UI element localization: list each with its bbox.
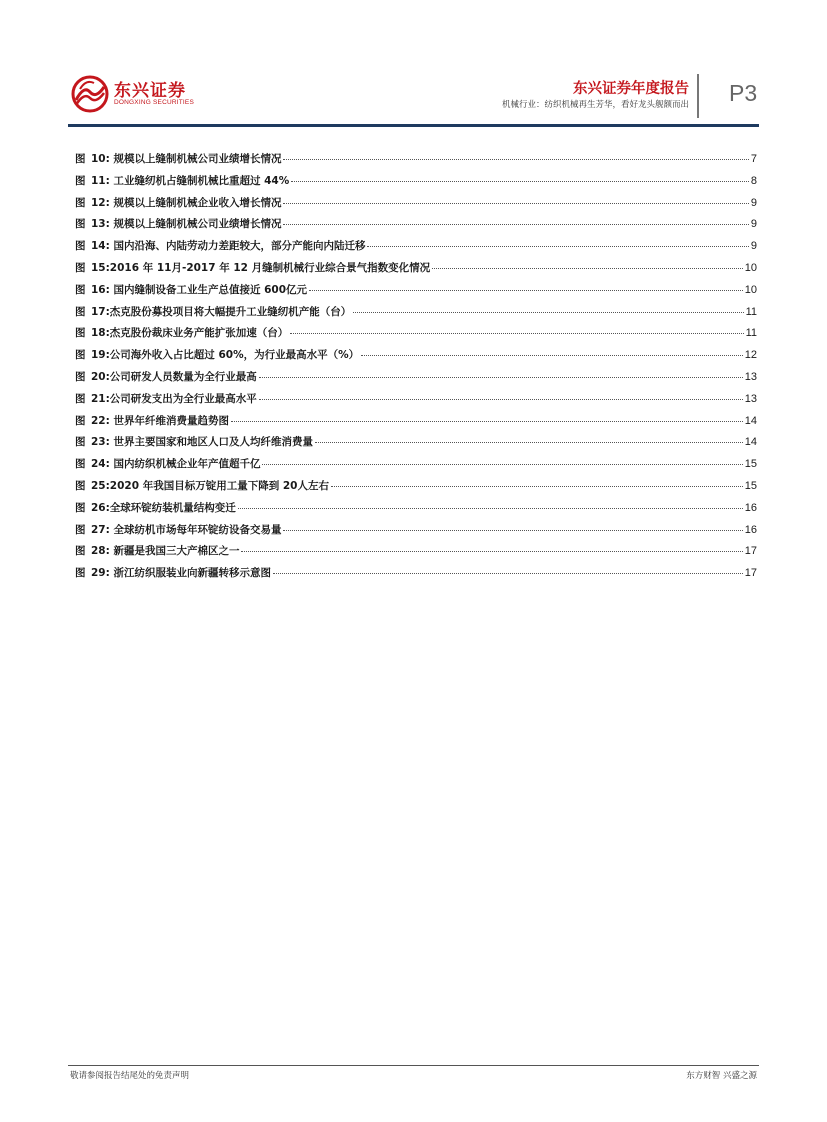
toc-entry[interactable]: [75, 260, 757, 282]
toc-page-number: 17: [744, 567, 757, 580]
toc-dot-leader: [283, 203, 748, 204]
toc-entry[interactable]: [75, 413, 757, 435]
toc-entry-title: 24: 国内纺织机械企业年产值超千亿: [91, 458, 261, 471]
toc-page-number: 8: [750, 174, 757, 187]
toc-dot-leader: [241, 551, 742, 552]
toc-page-number: 9: [750, 218, 757, 231]
toc-entry-title: 25:2020 年我国目标万锭用工量下降到 20人左右: [91, 479, 329, 492]
toc-page-number: 13: [744, 370, 757, 383]
toc-figure-prefix: 图: [75, 414, 86, 427]
toc-figure-prefix: 图: [75, 153, 86, 165]
toc-figure-prefix: 图: [75, 458, 86, 471]
toc-entry[interactable]: [75, 369, 757, 391]
toc-page-number: 12: [744, 349, 757, 362]
toc-entry[interactable]: [75, 456, 757, 478]
toc-dot-leader: [367, 246, 748, 247]
toc-entry[interactable]: [75, 173, 757, 195]
dongxing-logo: [70, 75, 250, 115]
toc-entry-title: 16: 国内缝制设备工业生产总值接近 600亿元: [91, 283, 308, 296]
logo-english-name: DONGXING SECURITIES: [114, 99, 195, 106]
toc-page-number: 9: [750, 240, 757, 253]
toc-dot-leader: [353, 312, 743, 313]
toc-page-number: 16: [744, 501, 757, 514]
toc-dot-leader: [262, 464, 742, 465]
toc-entry-title: 13: 规模以上缝制机械公司业绩增长情况: [91, 218, 282, 231]
toc-dot-leader: [259, 377, 743, 378]
toc-entry-title: 23: 世界主要国家和地区人口及人均纤维消费量: [91, 436, 313, 449]
toc-page-number: 11: [745, 305, 757, 318]
disclaimer-note: 敬请参阅报告结尾处的免责声明: [70, 1071, 190, 1081]
toc-page-number: 9: [750, 196, 757, 209]
toc-entry-title: 19:公司海外收入占比超过 60%，为行业最高水平（%）: [91, 349, 360, 362]
toc-entry[interactable]: [75, 304, 757, 326]
toc-dot-leader: [331, 486, 743, 487]
toc-dot-leader: [315, 442, 743, 443]
toc-entry-title: 12: 规模以上缝制机械企业收入增长情况: [91, 196, 282, 209]
toc-entry-title: 17:杰克股份募投项目将大幅提升工业缝纫机产能（台）: [91, 305, 352, 318]
toc-figure-prefix: 图: [75, 327, 86, 340]
toc-page-number: 17: [744, 545, 757, 558]
toc-entry[interactable]: [75, 325, 757, 347]
toc-page-number: 15: [744, 458, 757, 471]
toc-figure-prefix: 图: [75, 392, 86, 405]
toc-page-number: 13: [744, 392, 757, 405]
toc-dot-leader: [283, 224, 748, 225]
toc-entry-title: 14: 国内沿海、内陆劳动力差距较大，部分产能向内陆迁移: [91, 240, 366, 253]
figure-table-of-contents: [75, 151, 757, 587]
toc-entry-title: 21:公司研发支出为全行业最高水平: [91, 392, 257, 405]
toc-entry-title: 10: 规模以上缝制机械公司业绩增长情况: [91, 153, 282, 165]
toc-entry[interactable]: [75, 522, 757, 544]
toc-figure-prefix: 图: [75, 305, 86, 318]
header-divider: [697, 74, 699, 118]
toc-dot-leader: [283, 530, 742, 531]
toc-entry[interactable]: [75, 151, 757, 173]
toc-entry-title: 26:全球环锭纺装机量结构变迁: [91, 501, 236, 514]
logo-chinese-name: 东兴证券: [114, 81, 186, 101]
toc-entry-title: 28: 新疆是我国三大产棉区之一: [91, 545, 240, 558]
toc-entry[interactable]: [75, 216, 757, 238]
toc-figure-prefix: 图: [75, 349, 86, 362]
toc-entry-title: 11: 工业缝纫机占缝制机械比重超过 44%: [91, 174, 290, 187]
toc-figure-prefix: 图: [75, 174, 86, 187]
toc-entry[interactable]: [75, 391, 757, 413]
toc-entry[interactable]: [75, 543, 757, 565]
toc-dot-leader: [432, 268, 743, 269]
toc-page-number: 14: [744, 436, 757, 449]
toc-figure-prefix: 图: [75, 523, 86, 536]
footer-rule: [68, 1065, 759, 1066]
logo-emblem-icon: [70, 75, 110, 113]
toc-dot-leader: [291, 181, 749, 182]
toc-page-number: 10: [744, 261, 757, 274]
report-subtitle: 机械行业：纺织机械再生芳华，看好龙头舰额而出: [501, 100, 689, 110]
toc-entry[interactable]: [75, 478, 757, 500]
toc-figure-prefix: 图: [75, 436, 86, 449]
toc-entry[interactable]: [75, 347, 757, 369]
toc-dot-leader: [290, 333, 743, 334]
toc-figure-prefix: 图: [75, 479, 86, 492]
toc-entry[interactable]: [75, 282, 757, 304]
toc-entry-title: 18:杰克股份裁床业务产能扩张加速（台）: [91, 327, 289, 340]
toc-figure-prefix: 图: [75, 261, 86, 274]
toc-dot-leader: [283, 159, 748, 160]
toc-entry-title: 20:公司研发人员数量为全行业最高: [91, 370, 257, 383]
toc-page-number: 11: [745, 327, 757, 340]
page-number: P3: [729, 80, 758, 106]
toc-entry-title: 27: 全球纺机市场每年环锭纺设备交易量: [91, 523, 282, 536]
toc-entry[interactable]: [75, 195, 757, 217]
toc-page-number: 14: [744, 414, 757, 427]
toc-dot-leader: [309, 290, 743, 291]
toc-figure-prefix: 图: [75, 501, 86, 514]
toc-figure-prefix: 图: [75, 283, 86, 296]
toc-entry[interactable]: [75, 500, 757, 522]
toc-entry-title: 22: 世界年纤维消费量趋势图: [91, 414, 229, 427]
toc-page-number: 10: [744, 283, 757, 296]
toc-entry[interactable]: [75, 238, 757, 260]
toc-page-number: 7: [750, 153, 757, 165]
page-header: [0, 0, 827, 130]
toc-figure-prefix: 图: [75, 218, 86, 231]
toc-entry-title: 29: 浙江纺织服装业向新疆转移示意图: [91, 567, 271, 580]
toc-entry[interactable]: [75, 565, 757, 587]
toc-figure-prefix: 图: [75, 567, 86, 580]
toc-dot-leader: [273, 573, 743, 574]
toc-figure-prefix: 图: [75, 240, 86, 253]
toc-dot-leader: [361, 355, 743, 356]
toc-figure-prefix: 图: [75, 370, 86, 383]
toc-figure-prefix: 图: [75, 545, 86, 558]
report-title: 东兴证券年度报告: [573, 81, 689, 97]
footer-slogan: 东方财智 兴盛之源: [686, 1071, 757, 1081]
toc-page-number: 15: [744, 479, 757, 492]
toc-dot-leader: [238, 508, 743, 509]
header-rule: [68, 124, 759, 127]
toc-dot-leader: [259, 399, 743, 400]
toc-entry-title: 15:2016 年 11月-2017 年 12 月缝制机械行业综合景气指数变化情况: [91, 261, 431, 274]
toc-page-number: 16: [744, 523, 757, 536]
toc-entry[interactable]: [75, 434, 757, 456]
toc-dot-leader: [231, 421, 743, 422]
toc-figure-prefix: 图: [75, 196, 86, 209]
